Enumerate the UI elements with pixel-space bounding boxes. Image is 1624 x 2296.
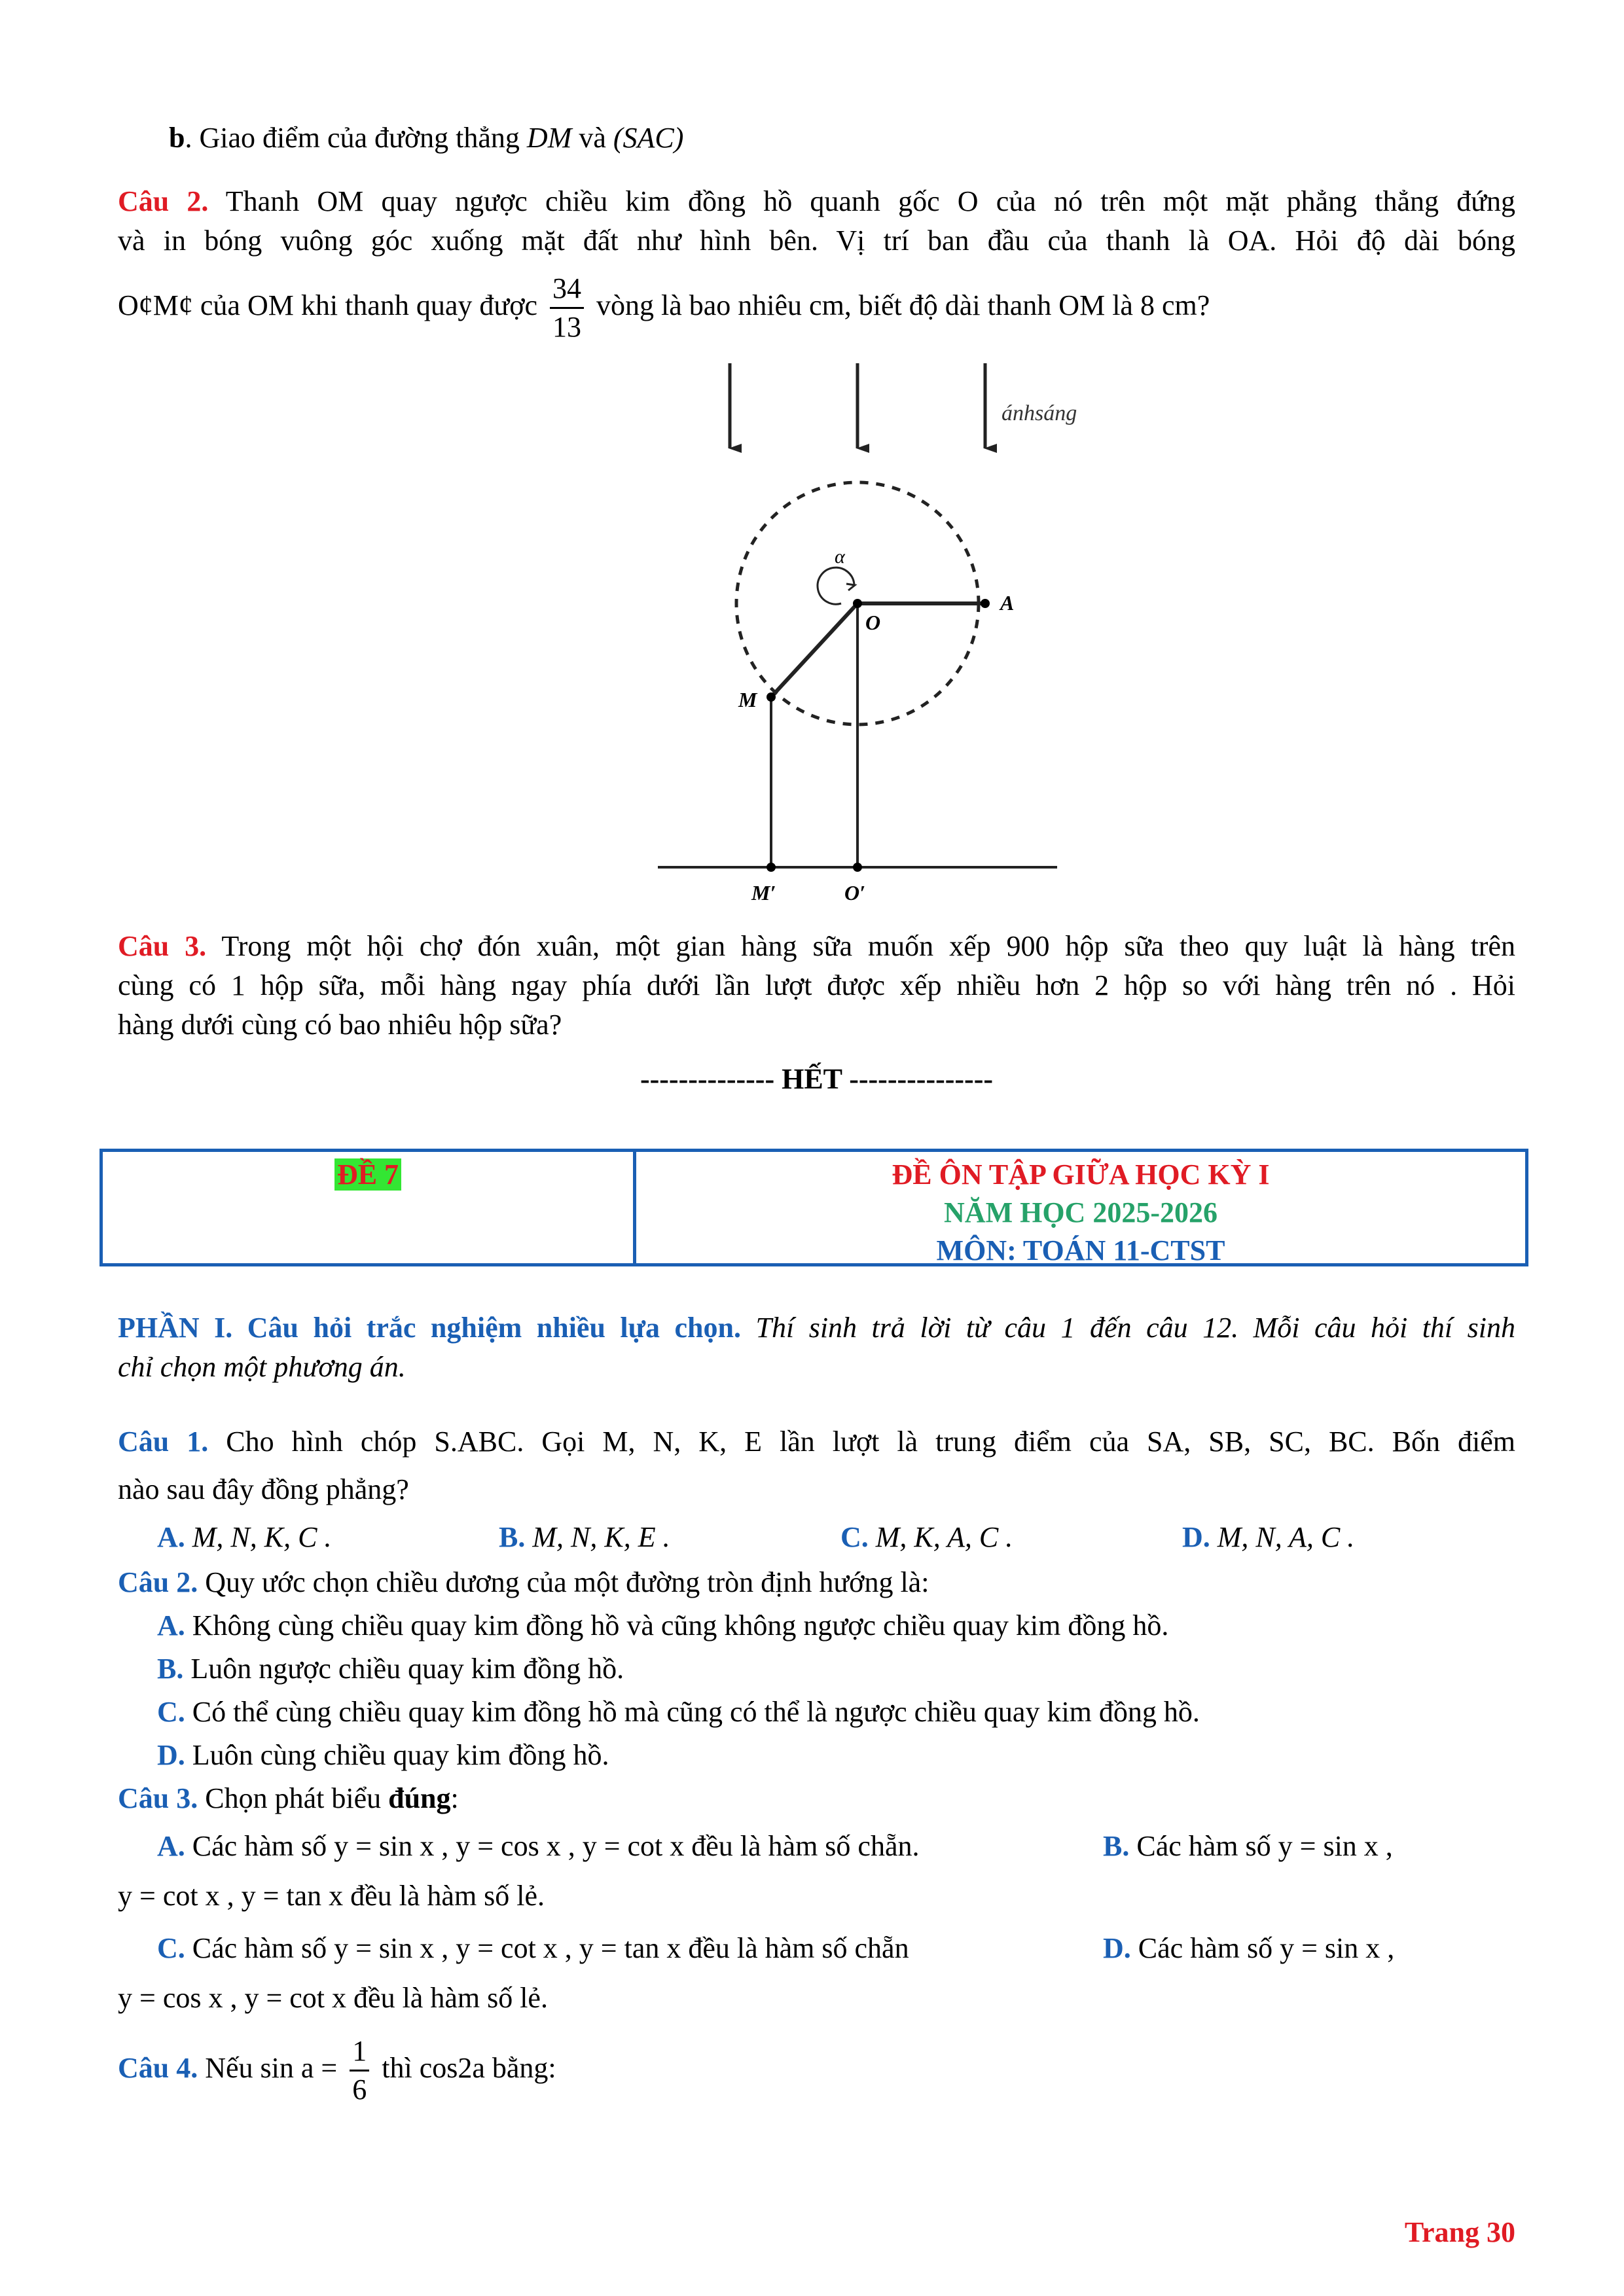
angle-arc-arrow [846,584,855,590]
question-2-line-2: và in bóng vuông góc xuống mặt đất như hình bên. Vị trí ban đầu của thanh là OA. Hỏi độ dài bóng [118,224,1515,257]
question-3-line-2: cùng có 1 hộp sữa, mỗi hàng ngay phía dưới lần lượt được xếp nhiều hơn 2 hộp so với hàng trên nó . Hỏi [118,969,1515,1001]
page-number: Trang 30 [1404,2216,1515,2248]
q1-stem: Câu 1. Cho hình chóp S.ABC. Gọi M, N, K, E lần lượt là trung điểm của SA, SB, SC, BC. Bốn điểm [118,1426,1516,1458]
exam-number-cell [103,1152,636,1263]
light-arrows [730,363,985,448]
exam-number: ĐỀ 7 [334,1158,401,1191]
alpha-label: α [835,546,845,567]
q1-option-b[interactable]: B. M, N, K, E . [499,1521,670,1553]
segment-OM [771,603,857,697]
q3-option-b-cont: y = cot x , y = tan x đều là hàm số lẻ. [118,1880,545,1912]
q1-option-a[interactable]: A. M, N, K, C . [157,1521,332,1553]
subject: MÔN: TOÁN 11-CTST [936,1234,1225,1266]
light-label: ánhsáng [1001,401,1077,425]
exam-title: ĐỀ ÔN TẬP GIỮA HỌC KỲ I [892,1158,1270,1191]
q1-stem-cont: nào sau đây đồng phẳng? [118,1473,409,1505]
fraction: $\frac{1}{6}$ [350,2033,369,2108]
part-1-heading: PHẦN I. Câu hỏi trắc nghiệm nhiều lựa chọn. Thí sinh trả lời từ câu 1 đến câu 12. Mỗi câu hỏi thí sinh [118,1312,1516,1344]
q3-stem: Câu 3. Chọn phát biểu đúng: [118,1782,459,1814]
label-A: A [1000,591,1015,615]
sub-item-b: b. Giao điểm của đường thẳng DM và (SAC) [169,122,684,154]
label-O-prime: O′ [844,881,866,905]
exam-header-table [99,1149,1528,1266]
point-M-prime [767,863,776,872]
q2-option-a[interactable]: A. Không cùng chiều quay kim đồng hồ và cũng không ngược chiều quay kim đồng hồ. [157,1609,1169,1641]
q3-options-ab [157,1826,1515,1867]
q4-stem: Câu 4. Nếu sin a = $\frac{1}{6}$ thì cos2a bằng: [118,2026,1515,2111]
q2-option-d[interactable]: D. Luôn cùng chiều quay kim đồng hồ. [157,1739,609,1771]
point-O [853,599,862,608]
end-mark: -------------- HẾT --------------- [640,1063,994,1095]
rotating-rod-figure [628,347,1087,910]
label-M-prime: M′ [751,881,776,905]
question-2-line-1: Câu 2. Thanh OM quay ngược chiều kim đồng hồ quanh gốc O của nó trên một mặt phẳng thẳng đứng [118,185,1515,217]
q1-options [157,1517,1555,1558]
q3-options-cd [157,1928,1515,1969]
fraction: $\frac{34}{13}$ [550,270,584,346]
question-2-line-3: O¢M¢ của OM khi thanh quay được $\frac{34}{13}$ vòng là bao nhiêu cm, biết độ dài thanh OM là 8 cm? [118,263,1515,348]
q2-stem: Câu 2. Quy ước chọn chiều dương của một đường tròn định hướng là: [118,1566,929,1598]
q3-option-c[interactable]: C. Các hàm số y = sin x , y = cot x , y = tan x đều là hàm số chẵn [157,1932,909,1964]
question-3-line-3: hàng dưới cùng có bao nhiêu hộp sữa? [118,1009,562,1041]
q1-option-d[interactable]: D. M, N, A, C . [1182,1521,1355,1553]
q2-option-b[interactable]: B. Luôn ngược chiều quay kim đồng hồ. [157,1653,624,1685]
q3-option-a[interactable]: A. Các hàm số y = sin x , y = cos x , y = cot x đều là hàm số chẵn. [157,1830,920,1862]
exam-title-cell [636,1152,1525,1266]
point-M [767,692,776,702]
q1-option-c[interactable]: C. M, K, A, C . [840,1521,1013,1553]
q2-option-c[interactable]: C. Có thể cùng chiều quay kim đồng hồ mà cũng có thể là ngược chiều quay kim đồng hồ. [157,1696,1200,1728]
part-1-heading-cont: chỉ chọn một phương án. [118,1351,406,1383]
angle-arc [818,567,854,604]
q3-option-b[interactable]: B. Các hàm số y = sin x , [1103,1830,1393,1862]
question-3-line-1: Câu 3. Trong một hội chợ đón xuân, một gian hàng sữa muốn xếp 900 hộp sữa theo quy luật là hàng trên [118,930,1515,962]
school-year: NĂM HỌC 2025-2026 [944,1196,1218,1229]
q3-option-d[interactable]: D. Các hàm số y = sin x , [1103,1932,1395,1964]
q3-option-d-cont: y = cos x , y = cot x đều là hàm số lẻ. [118,1982,548,2014]
point-A [981,599,990,608]
label-M: M [738,688,757,711]
label-O: O [865,611,881,634]
point-O-prime [853,863,862,872]
